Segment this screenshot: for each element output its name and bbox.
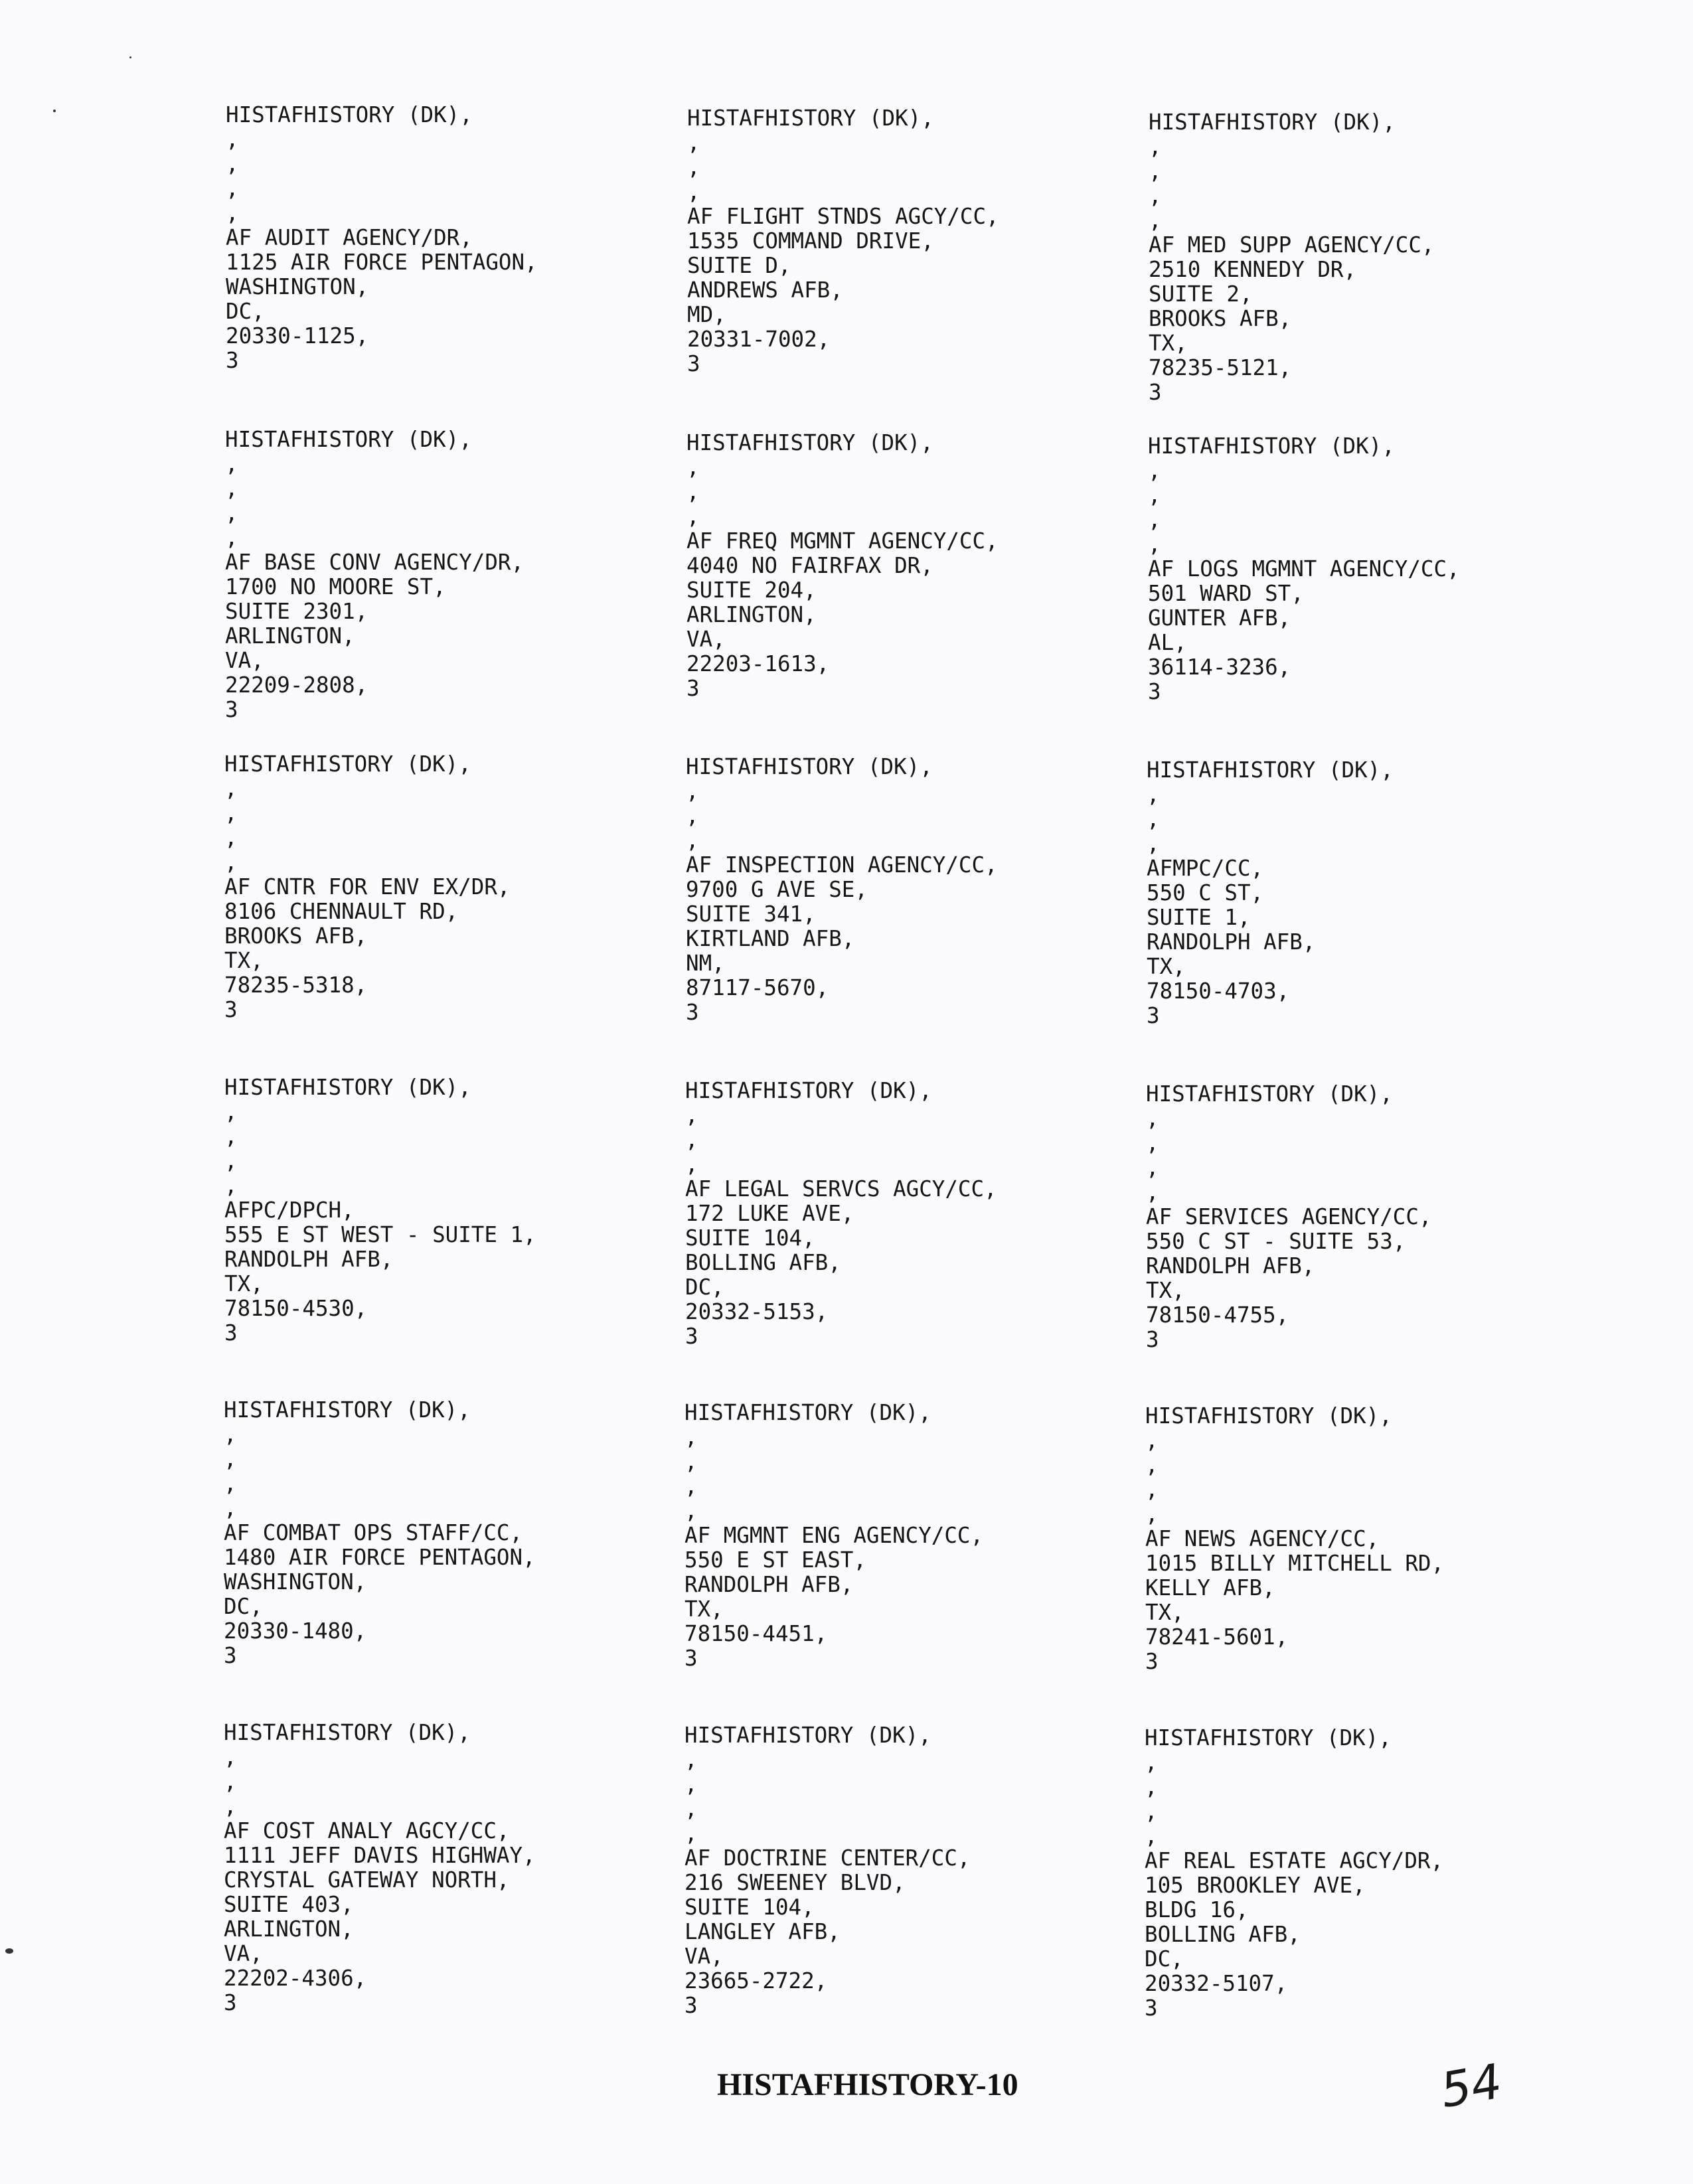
label-line: , [686, 479, 700, 505]
label-line: 216 SWEENEY BLVD, [685, 1870, 906, 1895]
label-line: , [1148, 532, 1161, 557]
label-line: , [225, 451, 238, 477]
label-line: 501 WARD ST, [1148, 581, 1304, 606]
label-line: , [224, 1769, 237, 1794]
label-line: 8106 CHENNAULT RD, [224, 899, 459, 924]
label-line: , [1145, 1452, 1159, 1478]
label-line: TX, [224, 948, 264, 973]
label-line: AF LOGS MGMNT AGENCY/CC, [1148, 556, 1460, 582]
label-line: 555 E ST WEST - SUITE 1, [224, 1222, 536, 1247]
label-line: 22203-1613, [686, 651, 830, 676]
address-label [1145, 1404, 1444, 1674]
label-line: 3 [685, 1324, 698, 1349]
address-label [685, 1079, 997, 1349]
label-line: 4040 NO FAIRFAX DR, [686, 553, 933, 578]
label-line: 20330-1480, [224, 1618, 367, 1644]
label-line: BOLLING AFB, [1145, 1922, 1301, 1947]
label-line: 3 [226, 348, 239, 373]
label-line: 1535 COMMAND DRIVE, [687, 228, 934, 254]
label-line: AF AUDIT AGENCY/DR, [226, 225, 473, 250]
label-line: , [1145, 1502, 1159, 1527]
label-line: , [685, 1425, 698, 1450]
label-line: WASHINGTON, [224, 1569, 367, 1595]
label-line: AF CNTR FOR ENV EX/DR, [224, 874, 511, 899]
label-line: 78235-5318, [224, 973, 368, 998]
label-line: TX, [685, 1597, 724, 1622]
label-line: AF REAL ESTATE AGCY/DR, [1145, 1848, 1444, 1873]
label-line: , [1147, 831, 1160, 856]
label-line: , [224, 1794, 237, 1819]
label-line: , [686, 828, 699, 853]
label-line: 78150-4703, [1147, 978, 1290, 1004]
address-label [1146, 1082, 1431, 1352]
address-label [686, 755, 998, 1025]
label-line: WASHINGTON, [226, 274, 369, 299]
label-line: AF LEGAL SERVCS AGCY/CC, [685, 1176, 997, 1202]
label-line: SUITE D, [687, 253, 791, 278]
label-line: , [685, 1498, 698, 1523]
label-line: BROOKS AFB, [224, 923, 368, 949]
label-line: 3 [687, 351, 700, 376]
label-line: 172 LUKE AVE, [685, 1201, 854, 1226]
label-line: , [1148, 507, 1161, 532]
label-line: ARLINGTON, [686, 602, 817, 627]
label-line: , [687, 155, 700, 180]
label-line: , [685, 1747, 698, 1772]
label-line: 3 [1146, 1327, 1159, 1352]
address-label [685, 1723, 970, 2018]
label-line: , [1146, 1155, 1159, 1180]
label-line: , [224, 1446, 237, 1472]
label-line: 20332-5107, [1145, 1971, 1288, 1996]
address-label [224, 752, 510, 1022]
label-header-line: HISTAFHISTORY (DK), [224, 751, 471, 777]
label-line: , [224, 1422, 237, 1447]
address-label [1149, 110, 1434, 405]
label-line: , [1147, 807, 1160, 832]
label-line: LANGLEY AFB, [685, 1919, 841, 1944]
label-header-line: HISTAFHISTORY (DK), [224, 1075, 471, 1100]
label-line: TX, [1147, 954, 1186, 979]
label-header-line: HISTAFHISTORY (DK), [685, 1078, 932, 1103]
label-line: SUITE 2301, [225, 599, 368, 624]
label-line: 23665-2722, [685, 1968, 828, 1993]
label-header-line: HISTAFHISTORY (DK), [224, 1397, 471, 1423]
label-line: , [226, 200, 239, 226]
handwritten-page-number: 54 [1436, 2053, 1506, 2119]
label-line: DC, [224, 1594, 263, 1619]
label-line: 20332-5153, [685, 1299, 829, 1324]
label-line: 550 C ST, [1147, 880, 1264, 905]
label-line: 1015 BILLY MITCHELL RD, [1145, 1551, 1445, 1576]
label-line: 20331-7002, [687, 327, 831, 352]
label-line: SUITE 2, [1149, 281, 1253, 307]
label-line: , [1145, 1750, 1158, 1775]
address-label [224, 1721, 536, 2015]
label-line: AF MED SUPP AGENCY/CC, [1149, 232, 1435, 258]
address-label [226, 103, 538, 373]
label-line: , [226, 127, 239, 152]
label-header-line: HISTAFHISTORY (DK), [1147, 757, 1394, 783]
label-line: TX, [1146, 1278, 1185, 1303]
label-header-line: HISTAFHISTORY (DK), [687, 106, 934, 131]
scan-speck [5, 1948, 13, 1954]
label-line: VA, [686, 627, 726, 652]
label-line: SUITE 1, [1147, 905, 1251, 930]
label-line: 1700 NO MOORE ST, [225, 574, 446, 599]
label-line: AF SERVICES AGENCY/CC, [1146, 1204, 1432, 1229]
label-line: VA, [225, 648, 264, 673]
label-line: BOLLING AFB, [685, 1250, 841, 1275]
label-line: , [224, 850, 238, 875]
label-line: , [1145, 1477, 1159, 1502]
label-line: , [226, 151, 239, 177]
label-line: , [1148, 458, 1161, 483]
label-line: , [685, 1449, 698, 1474]
label-line: DC, [685, 1275, 724, 1300]
label-line: ARLINGTON, [224, 1916, 354, 1942]
label-line: , [1145, 1824, 1158, 1849]
label-header-line: HISTAFHISTORY (DK), [1148, 433, 1395, 459]
label-line: ARLINGTON, [225, 623, 355, 649]
label-line: , [224, 1124, 238, 1149]
label-line: GUNTER AFB, [1148, 605, 1291, 631]
label-line: 3 [1147, 1003, 1160, 1028]
label-line: , [225, 525, 238, 550]
label-line: , [224, 1173, 238, 1198]
label-line: , [1149, 183, 1162, 208]
address-label [224, 1398, 536, 1668]
label-line: 20330-1125, [226, 323, 369, 349]
label-line: 3 [1149, 380, 1162, 405]
label-line: , [1148, 483, 1161, 508]
label-line: AF MGMNT ENG AGENCY/CC, [685, 1523, 984, 1548]
label-line: AF NEWS AGENCY/CC, [1145, 1526, 1380, 1551]
label-header-line: HISTAFHISTORY (DK), [1145, 1403, 1392, 1429]
label-line: AF COMBAT OPS STAFF/CC, [224, 1520, 523, 1545]
label-line: 3 [224, 1320, 238, 1346]
label-line: , [686, 803, 699, 828]
label-header-line: HISTAFHISTORY (DK), [224, 1720, 471, 1745]
address-label [686, 431, 999, 701]
label-line: 3 [685, 1993, 698, 2018]
label-line: NM, [686, 951, 725, 976]
label-line: 1125 AIR FORCE PENTAGON, [226, 250, 538, 275]
label-header-line: HISTAFHISTORY (DK), [1149, 110, 1396, 135]
label-line: BROOKS AFB, [1149, 306, 1292, 331]
address-label [225, 428, 524, 722]
label-line: , [1147, 782, 1160, 807]
label-line: KELLY AFB, [1145, 1575, 1275, 1600]
label-line: , [686, 455, 700, 480]
label-line: 87117-5670, [686, 975, 829, 1000]
label-line: , [226, 176, 239, 201]
label-line: 1111 JEFF DAVIS HIGHWAY, [224, 1843, 536, 1868]
label-line: , [224, 801, 238, 826]
label-line: CRYSTAL GATEWAY NORTH, [224, 1867, 510, 1893]
label-line: MD, [687, 302, 726, 327]
label-line: , [1146, 1131, 1159, 1156]
label-line: 2510 KENNEDY DR, [1149, 257, 1357, 282]
label-line: TX, [1145, 1600, 1184, 1625]
label-line: , [225, 501, 238, 526]
label-line: , [1145, 1774, 1158, 1800]
label-line: AF FREQ MGMNT AGENCY/CC, [686, 528, 999, 554]
label-line: , [224, 1148, 238, 1174]
address-label [685, 1401, 983, 1671]
label-line: 3 [1145, 1995, 1158, 2021]
label-line: , [1149, 159, 1162, 184]
label-line: DC, [226, 299, 265, 324]
label-line: , [685, 1796, 698, 1822]
label-line: , [687, 130, 700, 155]
label-line: , [224, 776, 238, 801]
label-line: VA, [224, 1941, 263, 1966]
label-line: AFPC/DPCH, [224, 1198, 355, 1223]
label-header-line: HISTAFHISTORY (DK), [225, 427, 472, 452]
address-label [1147, 758, 1394, 1028]
label-line: 3 [686, 676, 700, 701]
label-line: DC, [1145, 1946, 1184, 1972]
label-line: , [1146, 1106, 1159, 1131]
label-line: AF FLIGHT STNDS AGCY/CC, [687, 204, 999, 229]
label-line: , [685, 1772, 698, 1797]
label-header-line: HISTAFHISTORY (DK), [226, 102, 473, 127]
label-line: RANDOLPH AFB, [685, 1572, 854, 1597]
label-line: 78150-4755, [1146, 1302, 1289, 1328]
label-line: , [1146, 1180, 1159, 1205]
label-line: , [224, 1745, 237, 1770]
label-line: AF DOCTRINE CENTER/CC, [685, 1845, 971, 1871]
label-line: 78150-4530, [224, 1296, 368, 1321]
label-line: SUITE 403, [224, 1892, 354, 1917]
label-line: 9700 G AVE SE, [686, 877, 868, 902]
label-line: AF INSPECTION AGENCY/CC, [686, 852, 998, 878]
label-line: , [224, 1099, 238, 1125]
label-line: 3 [1145, 1649, 1159, 1674]
label-line: 3 [225, 697, 238, 722]
label-line: , [685, 1152, 698, 1177]
label-line: , [1145, 1428, 1159, 1453]
label-line: RANDOLPH AFB, [1146, 1253, 1315, 1279]
address-label [224, 1075, 536, 1346]
label-header-line: HISTAFHISTORY (DK), [686, 430, 933, 455]
label-line: 550 C ST - SUITE 53, [1146, 1229, 1406, 1254]
label-line: , [685, 1127, 698, 1152]
label-line: , [685, 1103, 698, 1128]
label-header-line: HISTAFHISTORY (DK), [685, 1723, 931, 1748]
label-line: TX, [1149, 331, 1188, 356]
label-line: RANDOLPH AFB, [224, 1247, 394, 1272]
label-line: VA, [685, 1944, 724, 1969]
label-line: , [686, 504, 700, 529]
label-line: , [1145, 1799, 1158, 1824]
label-line: 36114-3236, [1148, 655, 1291, 680]
label-line: AF BASE CONV AGENCY/DR, [225, 550, 524, 575]
label-line: AL, [1148, 630, 1187, 655]
label-line: , [686, 779, 699, 804]
label-line: 3 [224, 1990, 237, 2015]
label-line: SUITE 104, [685, 1225, 815, 1251]
label-line: KIRTLAND AFB, [686, 926, 855, 951]
label-line: , [224, 1496, 237, 1521]
label-line: , [687, 179, 700, 204]
label-line: , [224, 825, 238, 850]
label-line: 105 BROOKLEY AVE, [1145, 1873, 1366, 1898]
label-line: SUITE 204, [686, 578, 817, 603]
label-line: RANDOLPH AFB, [1147, 929, 1316, 955]
label-line: 22202-4306, [224, 1966, 367, 1991]
scan-speck [129, 56, 131, 58]
label-line: 3 [224, 1643, 237, 1668]
label-line: , [685, 1474, 698, 1499]
label-line: , [225, 476, 238, 501]
label-line: 550 E ST EAST, [685, 1547, 866, 1573]
label-line: 78235-5121, [1149, 355, 1292, 380]
address-label [687, 106, 999, 376]
label-line: 78150-4451, [685, 1621, 828, 1646]
address-label [1148, 434, 1460, 704]
label-header-line: HISTAFHISTORY (DK), [1146, 1081, 1393, 1107]
label-line: SUITE 104, [685, 1895, 815, 1920]
label-line: AFMPC/CC, [1147, 856, 1264, 881]
address-label [1145, 1726, 1443, 2021]
label-header-line: HISTAFHISTORY (DK), [685, 1400, 931, 1425]
label-line: , [1149, 134, 1162, 159]
label-line: AF COST ANALY AGCY/CC, [224, 1818, 510, 1843]
label-line: SUITE 341, [686, 901, 816, 927]
label-line: 22209-2808, [225, 672, 368, 698]
label-line: , [224, 1471, 237, 1496]
label-header-line: HISTAFHISTORY (DK), [686, 754, 933, 779]
label-line: TX, [224, 1271, 264, 1296]
scan-speck [53, 110, 56, 112]
label-line: 3 [224, 997, 238, 1022]
label-line: ANDREWS AFB, [687, 277, 843, 303]
label-header-line: HISTAFHISTORY (DK), [1145, 1725, 1392, 1751]
label-line: 3 [686, 1000, 699, 1025]
label-line: BLDG 16, [1145, 1897, 1249, 1922]
label-line: 1480 AIR FORCE PENTAGON, [224, 1545, 536, 1570]
page-footer: HISTAFHISTORY-10 [717, 2067, 1018, 2102]
label-line: 3 [685, 1646, 698, 1671]
label-line: , [685, 1821, 698, 1846]
label-line: , [1149, 208, 1162, 233]
label-line: 78241-5601, [1145, 1624, 1289, 1650]
label-line: 3 [1148, 679, 1161, 704]
